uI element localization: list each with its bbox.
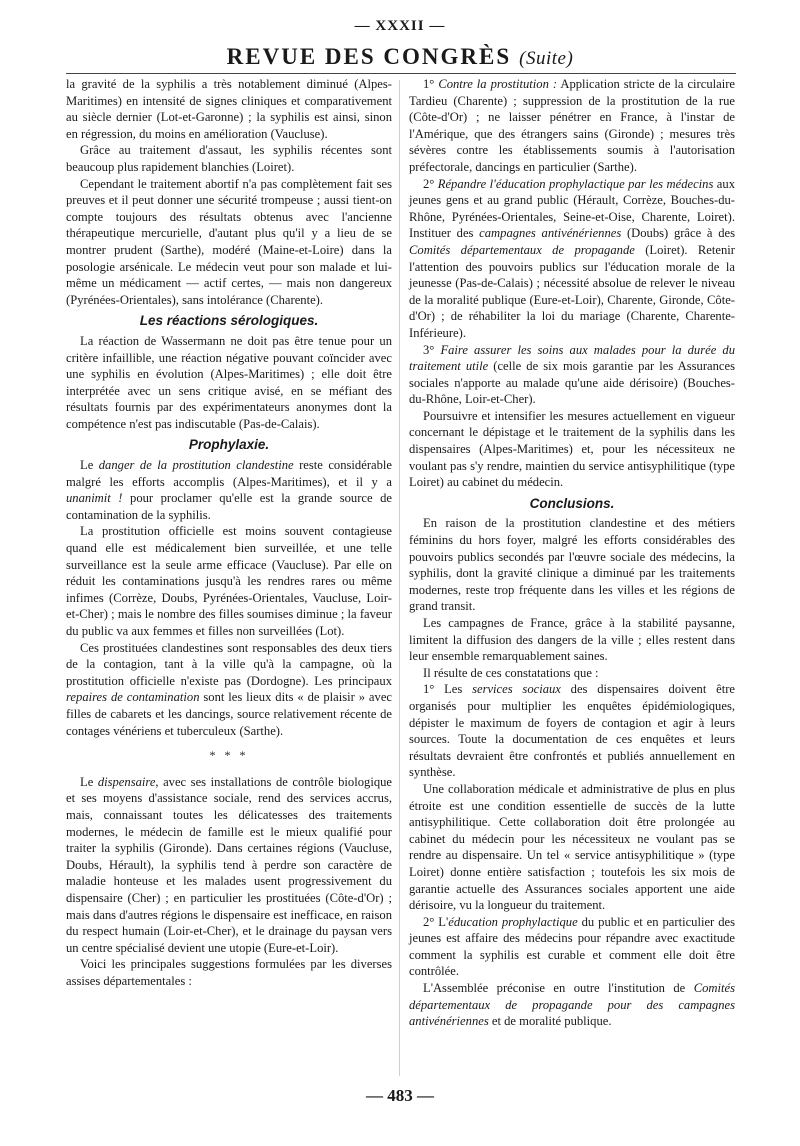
paragraph [409, 342, 735, 408]
text-run: pour proclamer qu'elle est la grande source de contamination de la syphilis. [66, 491, 392, 522]
section-heading-prophylaxis: Prophylaxie. [188, 437, 270, 453]
italic-run: repaires de contamination [66, 690, 200, 705]
paragraph [66, 640, 392, 740]
text-run: aux jeunes gens et au grand public (Hérault, Corrèze, Bouches-du-Rhône, Pyrénées-Orientales, Seine-et-Oise, Charente, Loiret). Instituer des [409, 176, 735, 241]
paragraph: Voici les principales suggestions formulées par les diverses assises départementales : [66, 957, 392, 988]
text-run: (celle de six mois garantie par les Assurances sociales n'apporte au malade qu'une aide dérisoire) (Bouches-du-Rhône, Loir-et-Cher). [409, 359, 736, 407]
text-run: du public et en particulier des jeunes est affaire des médecins pour répandre avec exactitude comment la syphilis est curable et comment elle doit être contrôlée. [409, 914, 735, 979]
paragraph: Les campagnes de France, grâce à la stabilité paysanne, limitent la diffusion des dangers de la ville ; elles restent dans leur ensemble remarquablement saines. [409, 616, 735, 664]
text-run: Application stricte de la circulaire Tardieu (Charente) ; suppression de la prostitution de la rue (Côte-d'Or) ; ne laisser pénétrer en France, à l'instar de l'Amérique, que des étrangers sains (Gironde) ; mesures très sévères contre les établissements soumis à l'autorisation préfectorale, dancings en particulier (Sarthe). [409, 77, 735, 174]
page-title [0, 44, 800, 70]
paragraph: La prostitution officielle est moins souvent contagieuse quand elle est médicalement bien surveillée, et une telle surveillance est la seule arme efficace (Vaucluse). Par elle on réduit les contaminations jusqu'à les rendres rares ou même infimes (Corrèze, Doubs, Pyrénées-Orientales, Vaucluse, Loir-et-Cher) ; mais le nombre des filles soumises diminue ; la faveur du public va aux femmes et filles non surveillées (Lot). [66, 524, 392, 638]
column-divider [399, 80, 400, 1076]
text-run: 2° L' [423, 914, 449, 929]
italic-run: unanimit ! [66, 491, 123, 506]
italic-run: services sociaux [472, 682, 561, 697]
right-column [409, 76, 735, 1030]
text-run: Ces prostituées clandestines sont responsables des deux tiers de la contagion, tant à la ville qu'à la campagne, où la prostitution officielle n'existe pas (Dordogne). Les principaux [66, 640, 392, 688]
text-run: 1° Les [423, 682, 473, 697]
italic-run: Comités départementaux de propagande [409, 242, 635, 257]
italic-run: Répandre l'éducation prophylactique par les médecins [437, 176, 714, 191]
text-run: reste considérable malgré les efforts accomplis (Alpes-Maritimes), et il y a [66, 458, 392, 489]
paragraph: Cependant le traitement abortif n'a pas complètement fait ses preuves et il peut donner une sécurité trompeuse ; aussi tient-on compte toujours des résultats obtenus avec l'ancienne thérapeutique mercurielle, d'autant plus qu'il y a lieu de se montrer prudent (Sarthe), modéré (Maine-et-Loire) dans la posologie arsénicale. Le médecin veut pour son malade et lui-même un médicament — actif certes, — mais non dangereux (Pyrénées-Orientales), sans intolérance (Charente). [66, 176, 392, 307]
italic-run: éducation prophylactique [448, 914, 578, 929]
text-run: sont les lieux dits « de plaisir » avec filles de cabarets et les dancings, source relativement récente de contages vénériens et tuberculeux (Sarthe). [66, 690, 392, 738]
italic-run: danger de la prostitution clandestine [98, 458, 294, 473]
left-column [66, 76, 392, 989]
paragraph [409, 176, 735, 342]
text-run: (Doubs) grâce à des [621, 226, 735, 241]
paragraph [66, 457, 392, 523]
paragraph [409, 681, 735, 781]
paragraph: Une collaboration médicale et administrative de plus en plus étroite est une condition essentielle de succès de la lutte antisyphilitique. Cette collaboration doit être prolongée au cabinet du médecin pour les nécessiteux ne voulant pas se rendre au dispensaire. Un tel « service antisyphilitique » (type Loiret) donne entière satisfaction ; toutefois les six mois de garantie actuelle des Assurances sociales apportent une aide dérisoire, vu la longueur du traitement. [409, 781, 735, 913]
page-number: — 483 — [366, 1086, 434, 1105]
italic-run: Faire assurer les soins aux malades pour la durée du traitement utile [409, 342, 735, 374]
running-head: — XXXII — [354, 18, 446, 34]
paragraph [409, 980, 735, 1030]
title-text: REVUE DES CONGRÈS [226, 44, 512, 69]
paragraph: Grâce au traitement d'assaut, les syphilis récentes sont beaucoup plus rapidement blanchies (Loiret). [66, 143, 392, 174]
text-run: Le [80, 458, 99, 473]
text-run: 3° [423, 342, 441, 357]
paragraph [409, 914, 735, 980]
paragraph [409, 76, 735, 176]
italic-run: campagnes antivénériennes [479, 226, 622, 241]
paragraph: En raison de la prostitution clandestine et des métiers féminins du hors foyer, malgré les efforts considérables des pouvoirs publics secondés par l'œuvre sociale des médecins, la syphilis, dont la gravité clinique a diminué par les traitements modernes, reste trop fréquente dans les villes et les régions de grand transit. [409, 516, 735, 614]
italic-run: Contre la prostitution : [438, 77, 558, 91]
text-run: L'Assemblée préconise en outre l'institution de [423, 981, 694, 996]
section-heading-conclusions: Conclusions. [529, 495, 615, 511]
italic-run: dispensaire [97, 774, 156, 789]
text-run: (Loiret). Retenir l'attention des pouvoirs publics sur l'éducation morale de la jeunesse (Pas-de-Calais) ; nécessité absolue de relever le niveau de la moralité publique (Eure-et-Loir), Charente, Gironde, Côte-d'Or) ; de réhabiliter la loi du mariage (Charente, Charente-Inférieure). [409, 242, 735, 340]
text-run: Le [80, 774, 98, 789]
text-run: des dispensaires doivent être organisés pour multiplier les enquêtes épidémiologiques, dépister le maximum de foyers de contagion et agir à leurs sources. Toute la documentation de ces enquêtes et leurs résultats devraient être confrontés et publiés annuellement en synthèse. [409, 682, 735, 780]
text-run: , avec ses installations de contrôle biologique et ses moyens d'assistance sociale, rend des services accrus, mais, connaissant toutes les délicatesses des traitements modernes, le médecin de famille est le mieux qualifié pour traiter la syphilis (Gironde). Dans certaines régions (Vaucluse, Doubs, Hérault), la syphilis tend à perdre son caractère de maladie honteuse et les malades usent progressivement du dispensaire (Cher) ; en particulier les prostituées (Côte-d'Or) ; mais dans d'autres régions le dispensaire est inefficace, en raison du respect humain (Loir-et-Cher), et le drainage du paysan vers un centre spécialisé devient une utopie (Eure-et-Loir). [66, 774, 392, 955]
section-separator-stars: * * * [209, 748, 249, 763]
paragraph: Il résulte de ces constatations que : [423, 665, 599, 680]
text-run: et de moralité publique. [488, 1014, 612, 1029]
paragraph: la gravité de la syphilis a très notablement diminué (Alpes-Maritimes) en intensité de signes cliniques et comparativement au siècle dernier (Lot-et-Garonne) ; la syphilis est ainsi, sinon en régression, du moins en amélioration (Vaucluse). [66, 77, 392, 141]
paragraph: Poursuivre et intensifier les mesures actuellement en vigueur concernant le dépistage et le traitement de la syphilis dans les dispensaires (Alpes-Maritimes) et, pour les nécessiteux ne voulant pas s'y rendre, maintien du service antisyphilitique (type Loiret) au cabinet du médecin. [409, 408, 735, 490]
paragraph [66, 774, 392, 957]
italic-run: Comités départementaux de propagande pour des campagnes antivénériennes [409, 981, 735, 1029]
header-rule [66, 73, 736, 74]
text-run: 2° [423, 176, 438, 191]
title-suite: (Suite) [519, 48, 574, 69]
text-run: 1° [423, 77, 439, 91]
section-heading-serology: Les réactions sérologiques. [139, 313, 319, 329]
paragraph: La réaction de Wassermann ne doit pas être tenue pour un critère infaillible, une réaction négative pouvant coïncider avec une syphilis en évolution (Alpes-Maritimes) ; elle doit être interprétée avec un sens critique avisé, en se méfiant des résultats fournis par des expérimentateurs anonymes dont la compétence n'est pas indiscutable (Pas-de-Calais). [66, 333, 392, 431]
